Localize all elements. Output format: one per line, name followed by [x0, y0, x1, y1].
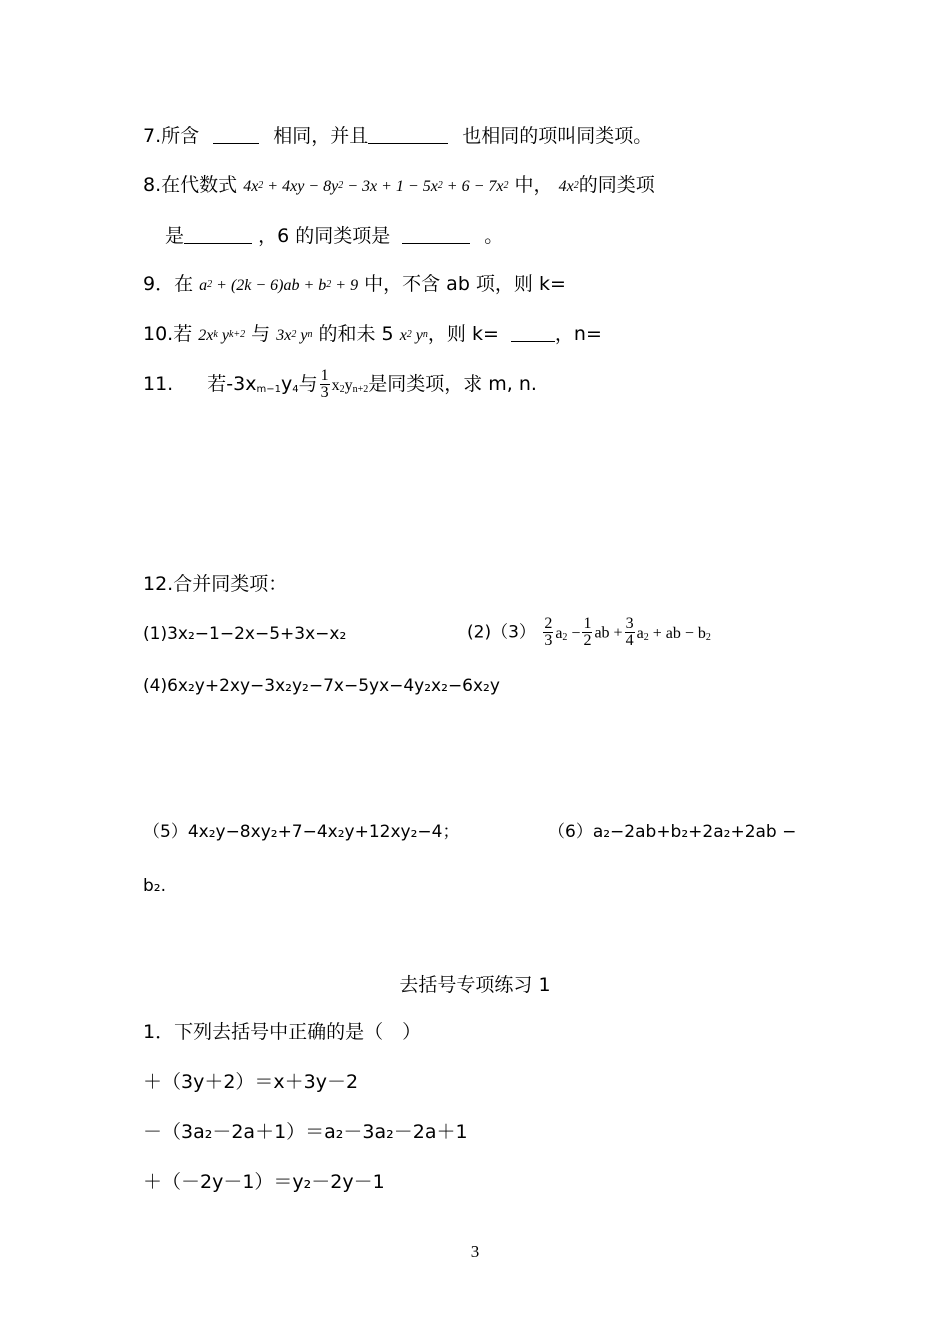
- question-9: [143, 270, 566, 300]
- q7-text: 相同，并且: [273, 125, 369, 147]
- q10-text: 的和未 5: [318, 323, 394, 345]
- option-line-3: ＋（－2y－1）＝y₂－2y－1: [143, 1171, 385, 1193]
- question-10: [143, 320, 602, 350]
- q10-text: 与: [251, 323, 271, 345]
- question-7: [143, 122, 652, 150]
- answer-blank[interactable]: [213, 123, 259, 144]
- q9-text: 9．在: [143, 273, 194, 295]
- q11-term: $x_2y_{n+2}$: [331, 377, 369, 395]
- fraction-one-third: $\frac{1}{3}$: [320, 367, 329, 401]
- q7-text: 也相同的项叫同类项。: [462, 125, 653, 147]
- answer-blank[interactable]: [511, 321, 555, 342]
- q10-term-3: $x^2$ $y^n$: [399, 327, 428, 344]
- q8-term: $4x^2$: [558, 178, 579, 195]
- q8-text: 的同类项: [578, 174, 655, 196]
- q11-number: 11.: [143, 373, 174, 395]
- q12-part-2: (2)（3） $\frac{2}{3}$ $a_2$ − $\frac{1}{2}$ ab + $\frac{3}{4}$ $a_2$ + ab − $b_2$: [467, 615, 711, 649]
- q11-text: 若-3x: [207, 373, 257, 395]
- q11-text: 与: [298, 373, 318, 395]
- fraction-one-half: $\frac{1}{2}$: [583, 615, 592, 649]
- question-12-title: 12.合并同类项：: [143, 573, 288, 595]
- q8-text: ，6 的同类项是: [258, 225, 391, 247]
- option-line-1: ＋（3y＋2）＝x＋3y－2: [143, 1071, 359, 1093]
- q10-term-2: $3x^2$ $y^n$: [276, 327, 313, 344]
- q12-part-6-continued: b₂.: [143, 876, 167, 896]
- option-line-2: －（3a₂－2a＋1）＝a₂－3a₂－2a＋1: [143, 1121, 468, 1143]
- question-8: [143, 171, 655, 201]
- q10-text: ，n=: [554, 323, 602, 345]
- q12-part-5: （5）4x₂y−8xy₂+7−4x₂y+12xy₂−4；: [143, 822, 460, 842]
- q8-expression: $4x^2 + 4xy - 8y^2 - 3x + 1 - 5x^2 + 6 - 7x^2$: [243, 178, 509, 195]
- q12-part-4: (4)6x₂y+2xy−3x₂y₂−7x−5yx−4y₂x₂−6x₂y: [143, 676, 500, 696]
- q8-text: 8.在代数式: [143, 174, 238, 196]
- question-11: 11. 若$-3x_{m-1}y_4$与 $\frac{1}{3}$ $x_2y_{n+2}$是同类项，求 m, n.: [143, 367, 537, 401]
- q12-part-2-label: (2)（3）: [467, 622, 536, 643]
- q12-part-1: (1)3x₂−1−2x−5+3x−x₂: [143, 624, 347, 644]
- q9-text: 中，不含 ab 项，则 k=: [364, 273, 566, 295]
- answer-blank[interactable]: [402, 223, 470, 244]
- q8-text: 。: [484, 225, 504, 247]
- q10-text: 10.若: [143, 323, 193, 345]
- q8-text: 是: [165, 225, 185, 247]
- q12-part-6: （6）a₂−2ab+b₂+2a₂+2ab −: [548, 822, 797, 842]
- fraction-two-thirds: $\frac{2}{3}$: [544, 615, 553, 649]
- q9-expression: $a^2 + (2k - 6)ab + b^2 + 9$: [199, 277, 359, 294]
- q10-term-1: $2x^k$ $y^{k+2}$: [198, 327, 246, 344]
- answer-blank[interactable]: [184, 223, 252, 244]
- q11-text: 是同类项，求 m, n.: [368, 373, 537, 395]
- section-question-1: 1．下列去括号中正确的是（ ）: [143, 1021, 422, 1043]
- page-number: 3: [470, 1242, 480, 1261]
- q8-text: 中，: [514, 174, 553, 196]
- fraction-three-quarters: $\frac{3}{4}$: [625, 615, 634, 649]
- q7-text: 7.所含: [143, 125, 200, 147]
- section-title: 去括号专项练习 1: [399, 974, 551, 996]
- question-8-continued: [165, 222, 503, 250]
- q10-text: ，则 k=: [427, 323, 499, 345]
- answer-blank[interactable]: [368, 123, 448, 144]
